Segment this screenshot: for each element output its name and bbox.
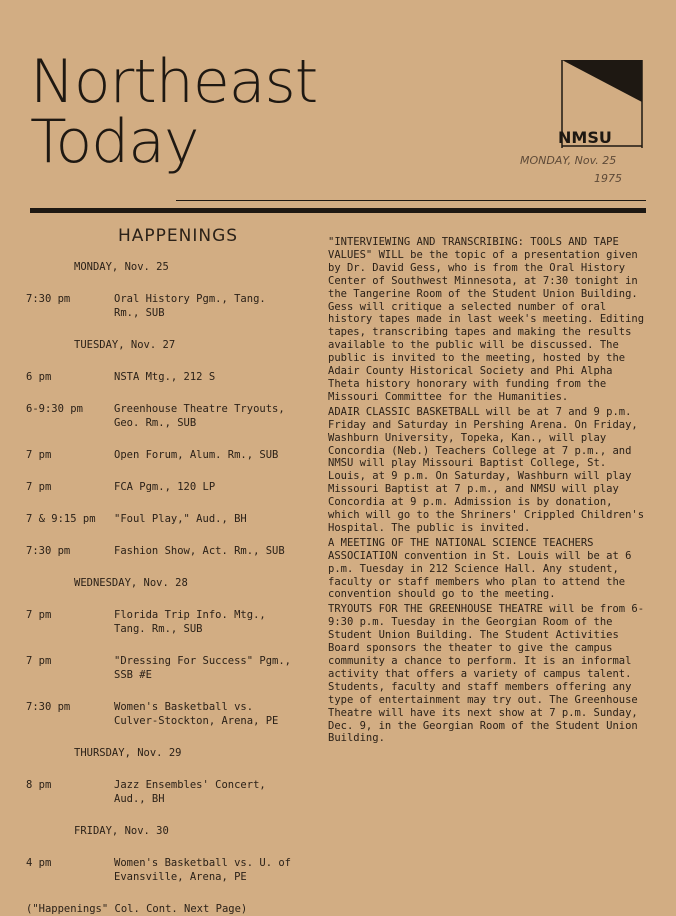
articles-column — [328, 236, 646, 747]
day-heading: THURSDAY, Nov. 29 — [74, 747, 182, 759]
event-row — [26, 512, 316, 526]
event-row — [26, 292, 316, 320]
event-row — [26, 608, 316, 636]
issue-date: MONDAY, Nov. 25 — [520, 154, 617, 167]
event-time: 6 pm — [26, 371, 52, 383]
event-row — [26, 856, 316, 884]
event-time: 8 pm — [26, 779, 52, 791]
issue-year: 1975 — [594, 172, 622, 185]
divider-thick — [30, 208, 646, 213]
article-paragraph: ADAIR CLASSIC BASKETBALL will be at 7 and 9 p.m. Friday and Saturday in Pershing Arena. On Friday, Washburn University, Topeka, Kan., will play Concordia (Neb.) Teachers College at 7 p.m., and NMSU will play Missouri Baptist College, St. Louis, at 9 p.m. On Saturday, Washburn will play Missouri Baptist at 7 p.m., and NMSU will play Concordia at 9 p.m. Admission is by donation, which will go to the Shriners' Crippled Children's Hospital. The public is invited. — [328, 405, 645, 534]
event-time: 7 pm — [26, 609, 52, 621]
event-description: Oral History Pgm., Tang. Rm., SUB — [114, 293, 266, 319]
event-time: 4 pm — [26, 857, 52, 869]
event-description: Women's Basketball vs. U. of Evansville, Arena, PE — [114, 857, 292, 883]
event-description: NSTA Mtg., 212 S — [114, 371, 216, 383]
day-heading: MONDAY, Nov. 25 — [74, 261, 169, 273]
event-row — [26, 654, 316, 682]
event-row — [26, 544, 316, 558]
event-description: "Foul Play," Aud., BH — [114, 513, 247, 525]
event-row — [26, 480, 316, 494]
event-time: 7 pm — [26, 655, 52, 667]
continued-note: ("Happenings" Col. Cont. Next Page) — [26, 903, 248, 915]
event-row — [26, 778, 316, 806]
happenings-column — [26, 260, 316, 916]
day-heading: WEDNESDAY, Nov. 28 — [74, 577, 188, 589]
divider-thin — [176, 200, 646, 201]
event-time: 7 pm — [26, 481, 52, 493]
day-heading: TUESDAY, Nov. 27 — [74, 339, 176, 351]
logo-text: NMSU — [558, 128, 612, 147]
event-time: 7:30 pm — [26, 701, 71, 713]
event-time: 7 pm — [26, 449, 52, 461]
event-row — [26, 448, 316, 462]
masthead-line1: Northeast — [30, 47, 318, 117]
event-row — [26, 370, 316, 384]
happenings-heading: HAPPENINGS — [118, 226, 239, 246]
event-description: Jazz Ensembles' Concert, Aud., BH — [114, 779, 266, 805]
event-description: FCA Pgm., 120 LP — [114, 481, 216, 493]
event-time: 7:30 pm — [26, 293, 71, 305]
event-row — [26, 700, 316, 728]
event-time: 7 & 9:15 pm — [26, 513, 96, 525]
masthead — [30, 47, 318, 177]
event-description: Women's Basketball vs. Culver-Stockton, Arena, PE — [114, 701, 279, 727]
article-paragraph: TRYOUTS FOR THE GREENHOUSE THEATRE will be from 6-9:30 p.m. Tuesday in the Georgian Room of the Student Union Building. The Student Activities Board sponsors the theater to give the campus community a chance to perform. It is an informal activity that offers a variety of campus talent. Students, faculty and staff members offering any type of entertainment may try out. The Greenhouse Theatre will have its next show at 7 p.m. Sunday, Dec. 9, in the Georgian Room of the Student Union Building. — [328, 603, 645, 745]
event-row — [26, 402, 316, 430]
event-time: 7:30 pm — [26, 545, 71, 557]
event-time: 6-9:30 pm — [26, 403, 83, 415]
event-description: Florida Trip Info. Mtg., Tang. Rm., SUB — [114, 609, 266, 635]
day-heading: FRIDAY, Nov. 30 — [74, 825, 169, 837]
event-description: Greenhouse Theatre Tryouts, Geo. Rm., SUB — [114, 403, 285, 429]
event-description: "Dressing For Success" Pgm., SSB #E — [114, 655, 292, 681]
masthead-line2: Today — [30, 107, 199, 177]
article-paragraph: "INTERVIEWING AND TRANSCRIBING: TOOLS AND TAPE VALUES" WILL be the topic of a presentation given by Dr. David Gess, who is from the Oral History Center of Southwest Minnesota, at 7:30 tonight in the Tangerine Room of the Student Union Building. Gess will critique a selected number of oral history tapes made in last week's meeting. Editing tapes, transcribing tapes and making the results available to the public will be discussed. The public is invited to the meeting, hosted by the Adair County Historical Society and Phi Alpha Theta history honorary with funding from the Missouri Committee for the Humanities. — [328, 236, 645, 403]
event-description: Fashion Show, Act. Rm., SUB — [114, 545, 285, 557]
article-paragraph: A MEETING OF THE NATIONAL SCIENCE TEACHERS ASSOCIATION convention in St. Louis will be at 6 p.m. Tuesday in 212 Science Hall. Any student, faculty or staff members who plan to attend the convention should go to the meeting. — [328, 536, 632, 601]
event-description: Open Forum, Alum. Rm., SUB — [114, 449, 279, 461]
